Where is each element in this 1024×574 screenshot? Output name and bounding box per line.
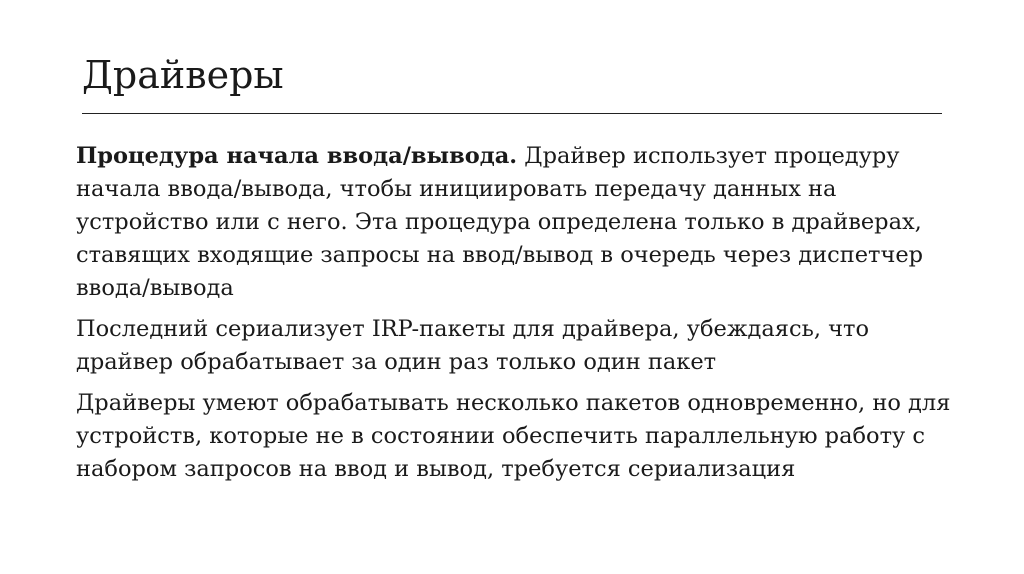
paragraph-lead-bold: Процедура начала ввода/вывода. bbox=[76, 143, 518, 169]
paragraph-text: Драйверы умеют обрабатывать несколько пакетов одновременно, но для устройств, которые не в состоянии обеспечить параллельную работу с набором запросов на ввод и вывод, требуется сериализация bbox=[76, 390, 951, 482]
title-divider bbox=[82, 113, 942, 114]
paragraph-multiple-packets bbox=[76, 387, 966, 486]
slide-title: Драйверы bbox=[82, 53, 284, 97]
paragraph-text: Последний сериализует IRP-пакеты для драйвера, убеждаясь, что драйвер обрабатывает за один раз только один пакет bbox=[76, 316, 870, 375]
paragraph-start-io-procedure bbox=[76, 140, 966, 305]
paragraph-irp-serialization bbox=[76, 313, 966, 379]
slide-body bbox=[76, 140, 966, 494]
paragraph-text: Драйвер использует процедуру начала ввода/вывода, чтобы инициировать передачу данных на устройство или с него. Эта процедура определена только в драйверах, ставящих входящие запросы на ввод/вывод в очередь через диспетчер ввода/вывода bbox=[76, 143, 924, 301]
